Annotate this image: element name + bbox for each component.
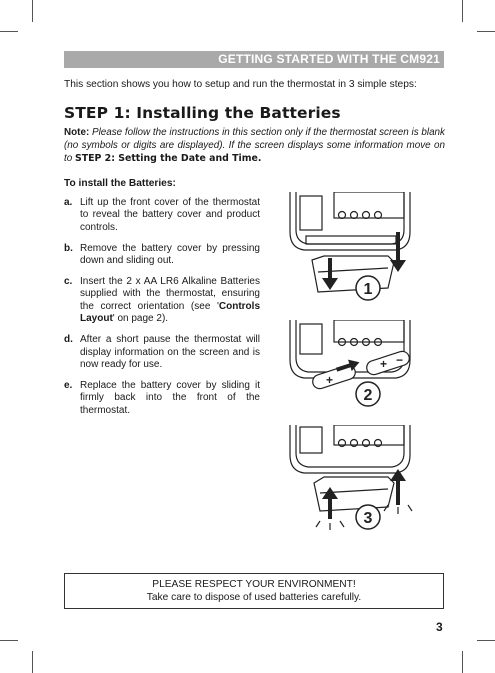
environment-notice-box bbox=[64, 573, 444, 609]
illustration-insert-batteries bbox=[284, 320, 414, 412]
list-item bbox=[64, 380, 260, 417]
illustration-replace-cover bbox=[284, 425, 414, 533]
instruction-list bbox=[64, 197, 260, 426]
crop-mark bbox=[32, 651, 33, 673]
step-letter: b. bbox=[64, 242, 73, 254]
step-number-label: 1 bbox=[363, 281, 373, 298]
step-text-part: ' on page 2). bbox=[112, 313, 169, 325]
environment-notice-title: PLEASE RESPECT YOUR ENVIRONMENT! bbox=[152, 579, 356, 590]
step-title: STEP 1: Installing the Batteries bbox=[64, 104, 341, 122]
step-text bbox=[80, 276, 260, 326]
sub-heading: To install the Batteries: bbox=[64, 178, 176, 189]
controls-layout-reference: Controls Layout bbox=[80, 300, 260, 325]
note-step2-reference: STEP 2: Setting the Date and Time. bbox=[74, 153, 262, 164]
crop-mark bbox=[477, 640, 495, 641]
step-text: Lift up the front cover of the thermostat to reveal the battery cover and product controls. bbox=[80, 197, 260, 233]
step-letter: e. bbox=[64, 379, 73, 391]
battery-plus-sign: + bbox=[326, 373, 334, 387]
step-text: Remove the battery cover by pressing down and sliding out. bbox=[80, 242, 260, 267]
step-letter: a. bbox=[64, 197, 73, 208]
battery-minus-sign: − bbox=[396, 353, 404, 367]
page-number: 3 bbox=[436, 620, 443, 634]
crop-mark bbox=[0, 640, 18, 641]
illustration-remove-cover bbox=[284, 192, 414, 304]
list-item bbox=[64, 334, 260, 371]
step-number-label: 2 bbox=[363, 387, 373, 404]
crop-mark bbox=[32, 0, 33, 22]
list-item bbox=[64, 197, 260, 234]
step-letter: d. bbox=[64, 334, 73, 346]
step-number-label: 3 bbox=[363, 510, 373, 527]
crop-mark bbox=[0, 31, 18, 32]
list-item bbox=[64, 276, 260, 326]
list-item bbox=[64, 243, 260, 268]
step-text: Replace the battery cover by sliding it firmly back into the front of the thermostat. bbox=[80, 379, 260, 416]
environment-notice-text: Take care to dispose of used batteries carefully. bbox=[146, 592, 362, 603]
note-label: Note: bbox=[64, 127, 90, 138]
step-text-part: Insert the 2 x AA LR6 Alkaline Batteries supplied with the thermostat, ensuring the correct orientation (see ' bbox=[80, 276, 260, 312]
note-paragraph bbox=[64, 126, 445, 165]
battery-plus-sign: + bbox=[380, 357, 388, 371]
step-letter: c. bbox=[64, 276, 73, 288]
step-text: After a short pause the thermostat will display information on the screen and is now ready for use. bbox=[80, 334, 260, 370]
crop-mark bbox=[462, 0, 463, 22]
crop-mark bbox=[477, 31, 495, 32]
intro-text: This section shows you how to setup and run the thermostat in 3 simple steps: bbox=[64, 79, 417, 90]
section-header: GETTING STARTED WITH THE CM921 bbox=[64, 51, 444, 68]
note-text: Please follow the instructions in this section only if the thermostat screen is blank (no symbols or digits are displayed). If the screen displays some information move on to bbox=[64, 127, 445, 164]
crop-mark bbox=[462, 651, 463, 673]
